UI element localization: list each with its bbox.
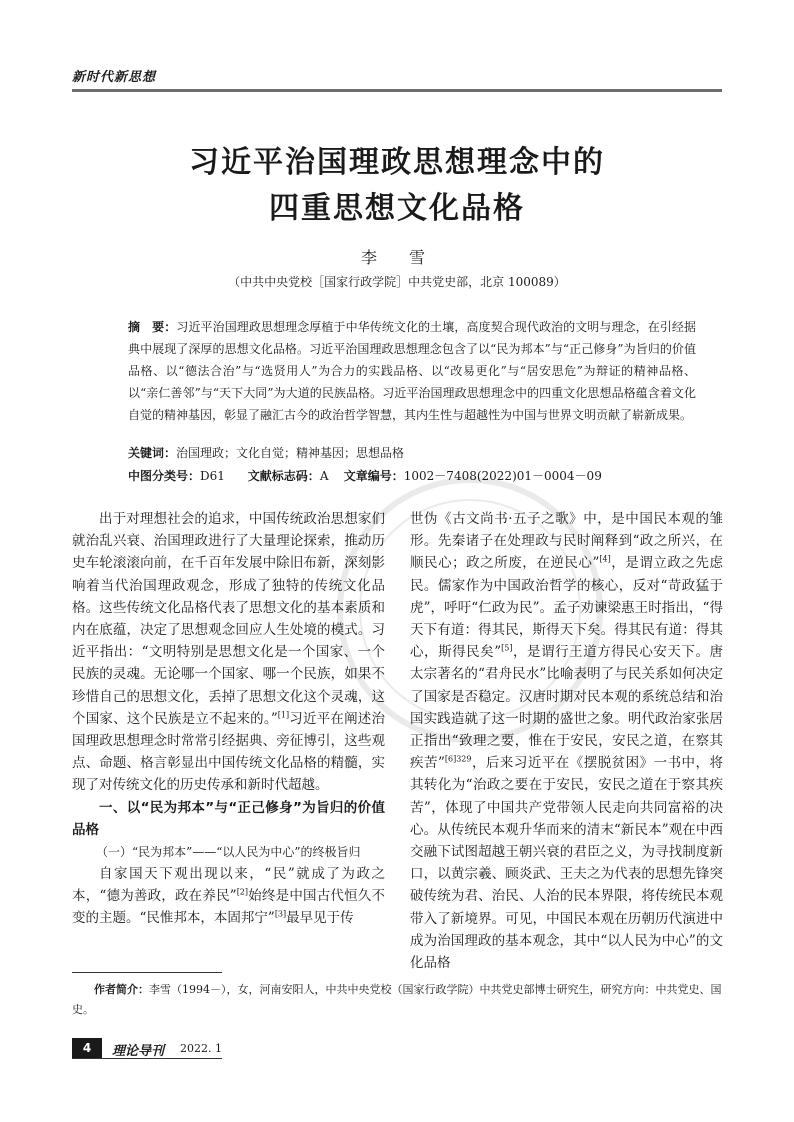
citation-ref: [4] [599,554,611,564]
paragraph: 出于对理想社会的追求，中国传统政治思想家们就治乱兴衰、治国理政进行了大量理论探索，推动历史车轮滚滚向前，在千百年发展中除旧布新，深刻影响着当代治国理政观念，形成了独特的传统文化品格。这些传统文化品格代表了思想文化的基本素质和内在底蕴，决定了思想观念回应人生处境的模式。习近平指出：“文明特别是思想文化是一个国家、一个民族的灵魂。无论哪一个国家、哪一个民族，如果不珍惜自己的思想文化，丢掉了思想文化这个灵魂，这个国家、这个民族是立不起来的。”[1]习近平在阐述治国理政思想理念时常常引经据典、旁征博引，这些观点、命题、格言彰显出中国传统文化品格的精髓，实现了对传统文化的历史传承和新时代超越。 [72,511,386,794]
header-rule [72,89,722,92]
author-affiliation: （中共中央党校［国家行政学院］中共党史部，北京 100089） [228,275,566,289]
classification-line [128,467,602,484]
keywords [128,444,404,461]
section-heading: 一、以“民为邦本”与“正己修身”为旨归的价值品格 [72,799,385,838]
citation-ref: [5] [501,643,513,653]
article-number-label: 文章编号： [343,469,404,483]
footnote-text: 李雪（1994－），女，河南安阳人，中共中央党校（国家行政学院）中共党史部博士研究生，研究方向：中共党史、国史。 [72,983,722,1016]
body-column-left [72,508,385,930]
doc-code-value: A [319,469,329,483]
column-header: 新时代新思想 [72,70,157,85]
clc-value: D61 [200,469,225,483]
article-title [72,140,722,232]
paragraph: 自家国天下观出现以来，“民”就成了为政之本，“德为善政，政在养民”[2]始终是中国古代恒久不变的主题。“民惟邦本，本固邦宁”[3]最早见于传 [72,866,386,927]
journal-name: 理论导刊 [112,1044,165,1059]
body-column-right [410,508,723,974]
keywords-label: 关键词： [128,446,177,460]
footnote-rule [72,972,222,973]
citation-ref: [6]329 [444,754,472,764]
abstract [128,316,696,426]
citation-ref: [2] [236,887,249,897]
title-line-2: 四重思想文化品格 [269,191,525,226]
keywords-text: 治国理政；文化自觉；精神基因；思想品格 [176,446,405,460]
abstract-label: 摘 要： [128,320,177,334]
citation-ref: [1] [277,710,290,720]
title-line-1: 习近平治国理政思想理念中的 [189,145,605,180]
author-footnote [72,980,722,1020]
page-footer [72,1038,222,1059]
issue-number: 2022. 1 [180,1042,222,1055]
article-number-value: 1002－7408(2022)01－0004－09 [403,469,602,483]
clc-label: 中图分类号： [128,469,201,483]
footnote-label: 作者简介： [94,983,149,996]
abstract-text: 习近平治国理政思想理念厚植于中华传统文化的土壤，高度契合现代政治的文明与理念，在引经据典中展现了深厚的思想文化品格。习近平治国理政思想理念包含了以“民为邦本”与“正己修身”为旨归的价值品格、以“德法合治”与“选贤用人”为合力的实践品格、以“改易更化”与“居安思危”为辩证的精神品格、以“亲仁善邻”与“天下大同”为大道的民族品格。习近平治国理政思想理念中的四重文化思想品格蕴含着文化自觉的精神基因，彰显了融汇古今的政治哲学智慧，其内生性与超越性为中国与世界文明贡献了崭新成果。 [128,320,696,422]
author-name: 李 雪 [360,248,433,267]
doc-code-label: 文献标志码： [247,469,320,483]
subsection-heading: （一）“民为邦本”——“以人民为中心”的终极旨归 [96,845,361,860]
citation-ref: [3] [274,909,287,919]
paragraph: 世伪《古文尚书·五子之歌》中，是中国民本观的雏形。先秦诸子在处理政与民时阐释到“政之所兴，在顺民心；政之所废，在逆民心”[4]，是谓立政之先虑民。儒家作为中国政治哲学的核心，反对“苛政猛于虎”，呼吁“仁政为民”。孟子劝谏梁惠王时指出，“得天下有道：得其民，斯得天下矣。得其民有道：得其心，斯得民矣”[5]，是谓行王道方得民心安天下。唐太宗著名的“君舟民水”比喻表明了与民关系如何决定了国家是否稳定。汉唐时期对民本观的系统总结和治国实践造就了这一时期的盛世之象。明代政治家张居正指出“致理之要，惟在于安民，安民之道，在察其疾苦”$^{[6]329}$，后来习近平在《摆脱贫困》一书中，将其转化为“治政之要在于安民，安民之道在于察其疾苦”，体现了中国共产党带领人民走向共同富裕的决心。从传统民本观升华而来的清末“新民本”观在中西交融下试图超越王朝兴衰的君臣之义，为寻找制度新口，以黄宗羲、顾炎武、王夫之为代表的思想先锋突破传统为君、治民、人治的民本界限，将传统民本观带入了新境界。可见，中国民本观在历朝历代演进中成为治国理政的基本观念，其中“以人民为中心”的文化品格 [410,511,724,972]
page-number: 4 [72,1038,102,1058]
